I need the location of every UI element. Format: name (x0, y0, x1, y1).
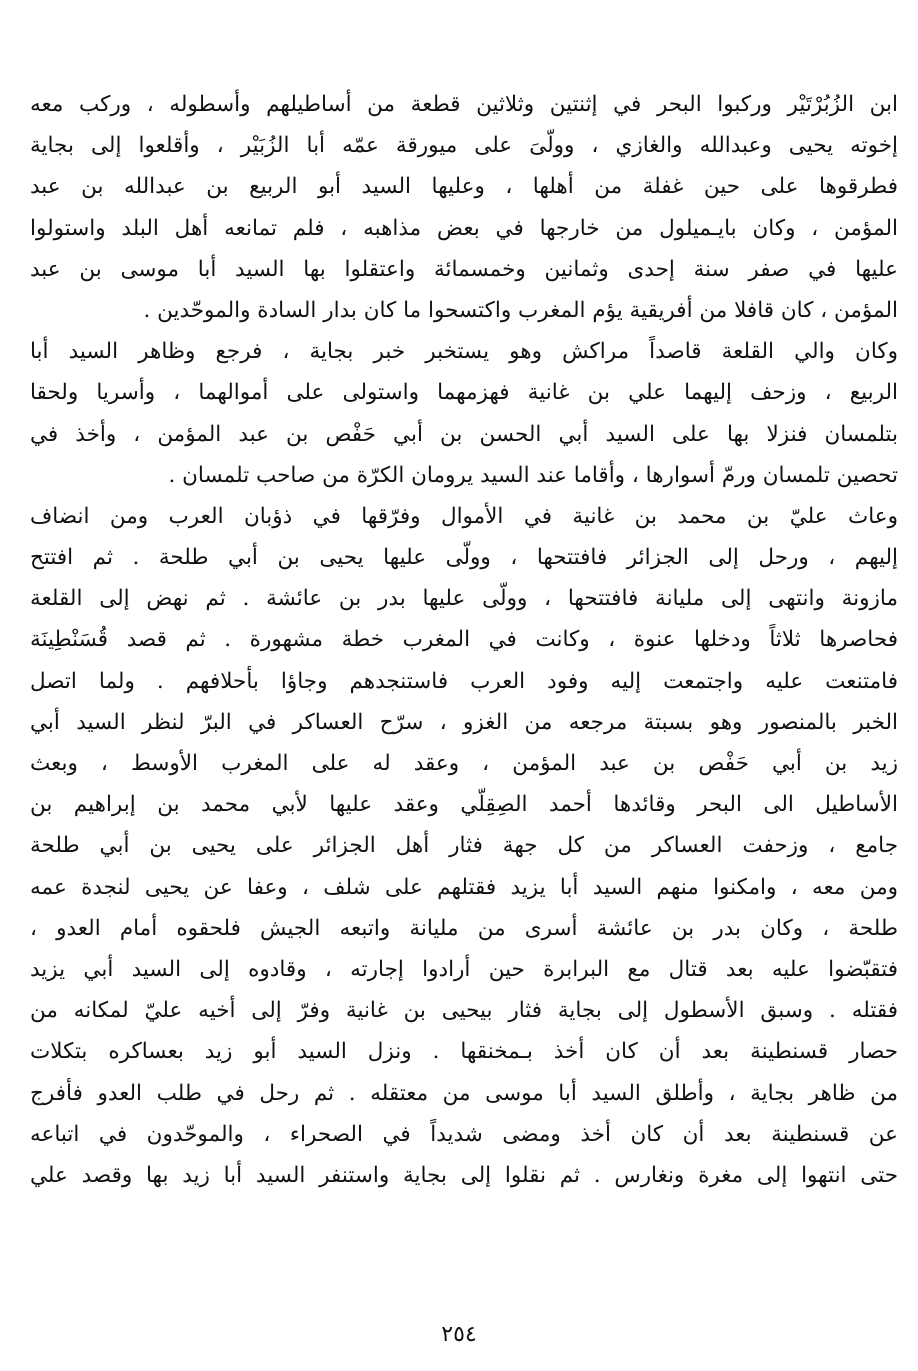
body-text (30, 84, 898, 1196)
text-line: فامتنعت عليه واجتمعت إليه وفود العرب فاستنجدهم وجاؤا بأحلافهم . ولما اتصل (30, 668, 898, 694)
text-line: الربيع ، وزحف إليهما علي بن غانية فهزمهما واستولى على أموالهما ، وأسريا ولحقا (30, 380, 898, 406)
text-line: المؤمن ، كان قافلا من أفريقية يؤم المغرب واكتسحوا ما كان بدار السادة والموحّدين . (143, 297, 898, 323)
text-line: الخبر بالمنصور وهو بسبتة مرجعه من الغزو ، سرّح العساكر في البرّ لنظر السيد أبي (30, 709, 898, 735)
text-line: تحصين تلمسان ورمّ أسوارها ، وأقاما عند السيد يرومان الكرّة من صاحب تلمسان . (168, 462, 898, 488)
text-line: ومن معه ، وامكنوا منهم السيد أبا يزيد فقتلهم على شلف ، وعفا عن يحيى لنجدة عمه (30, 874, 898, 900)
text-line: ابن الزُبُرْتَيْر وركبوا البحر في إثنتين وثلاثين قطعة من أساطيلهم وأسطوله ، وركب معه (30, 92, 898, 117)
text-line: حصار قسنطينة بعد أن كان أخذ بـمخنقها . ونزل السيد أبو زيد بعساكره بتكلات (30, 1039, 898, 1065)
text-line: زيد بن أبي حَفْص بن عبد المؤمن ، وعقد له على المغرب الأوسط ، وبعث (30, 751, 898, 776)
page-number: ٢٥٤ (441, 1322, 477, 1347)
text-line: إخوته يحيى وعبدالله والغازي ، وولّىَ على ميورقة عمّه أبا الزُبَيْر ، وأقلعوا إلى بجاية (30, 133, 898, 159)
text-line: حتى انتهوا إلى مغرة ونغارس . ثم نقلوا إلى بجاية واستنفر السيد أبا زيد بها وقصد علي (30, 1162, 898, 1188)
text-line: فتقبّضوا عليه بعد قتال مع البرابرة حين أرادوا إجارته ، وقادوه إلى السيد أبي يزيد (30, 956, 898, 982)
text-line: وكان والي القلعة قاصداً مراكش وهو يستخبر خبر بجاية ، فرجع وظاهر السيد أبا (30, 339, 898, 365)
text-line: إليهم ، ورحل إلى الجزائر فافتتحها ، وولّى عليها يحيى بن أبي طلحة . ثم افتتح (30, 545, 898, 571)
text-line: بتلمسان فنزلا بها على السيد أبي الحسن بن أبي حَفْص بن عبد المؤمن ، وأخذ في (30, 421, 898, 447)
text-line: فطرقوها على حين غفلة من أهلها ، وعليها السيد أبو الربيع بن عبدالله بن عبد (30, 174, 898, 200)
text-line: جامع ، وزحفت العساكر من كل جهة فثار أهل الجزائر على يحيى بن أبي طلحة (30, 833, 898, 859)
text-line: وعاث عليّ بن محمد بن غانية في الأموال وفرّقها في ذؤبان العرب ومن انضاف (30, 503, 898, 529)
text-line: عن قسنطينة بعد أن كان أخذ ومضى شديداً في الصحراء ، والموحّدون في اتباعه (30, 1121, 898, 1147)
text-line: فحاصرها ثلاثاً ودخلها عنوة ، وكانت في المغرب خطة مشهورة . ثم قصد قُسَنْطِينَة (30, 627, 898, 653)
text-line: عليها في صفر سنة إحدى وثمانين وخمسمائة واعتقلوا بها السيد أبا موسى بن عبد (30, 256, 898, 282)
text-line: المؤمن ، وكان بايـميلول من خارجها في بعض مذاهبه ، فلم تمانعه أهل البلد واستولوا (30, 215, 898, 241)
text-line: من ظاهر بجاية ، وأطلق السيد أبا موسى من معتقله . ثم رحل في طلب العدو فأفرج (30, 1080, 898, 1106)
text-line: فقتله . وسبق الأسطول إلى بجاية فثار بيحيى بن غانية وفرّ إلى أخيه عليّ لمكانه من (30, 998, 898, 1024)
text-line: طلحة ، وكان بدر بن عائشة أسرى من مليانة واتبعه الجيش فلحقوه أمام العدو ، (30, 915, 898, 941)
text-line: الأساطيل الى البحر وقائدها أحمد الصِقِلّي وعقد عليها لأبي محمد بن إبراهيم بن (30, 792, 898, 818)
text-line: مازونة وانتهى إلى مليانة فافتتحها ، وولّى عليها بدر بن عائشة . ثم نهض إلى القلعة (30, 586, 898, 612)
